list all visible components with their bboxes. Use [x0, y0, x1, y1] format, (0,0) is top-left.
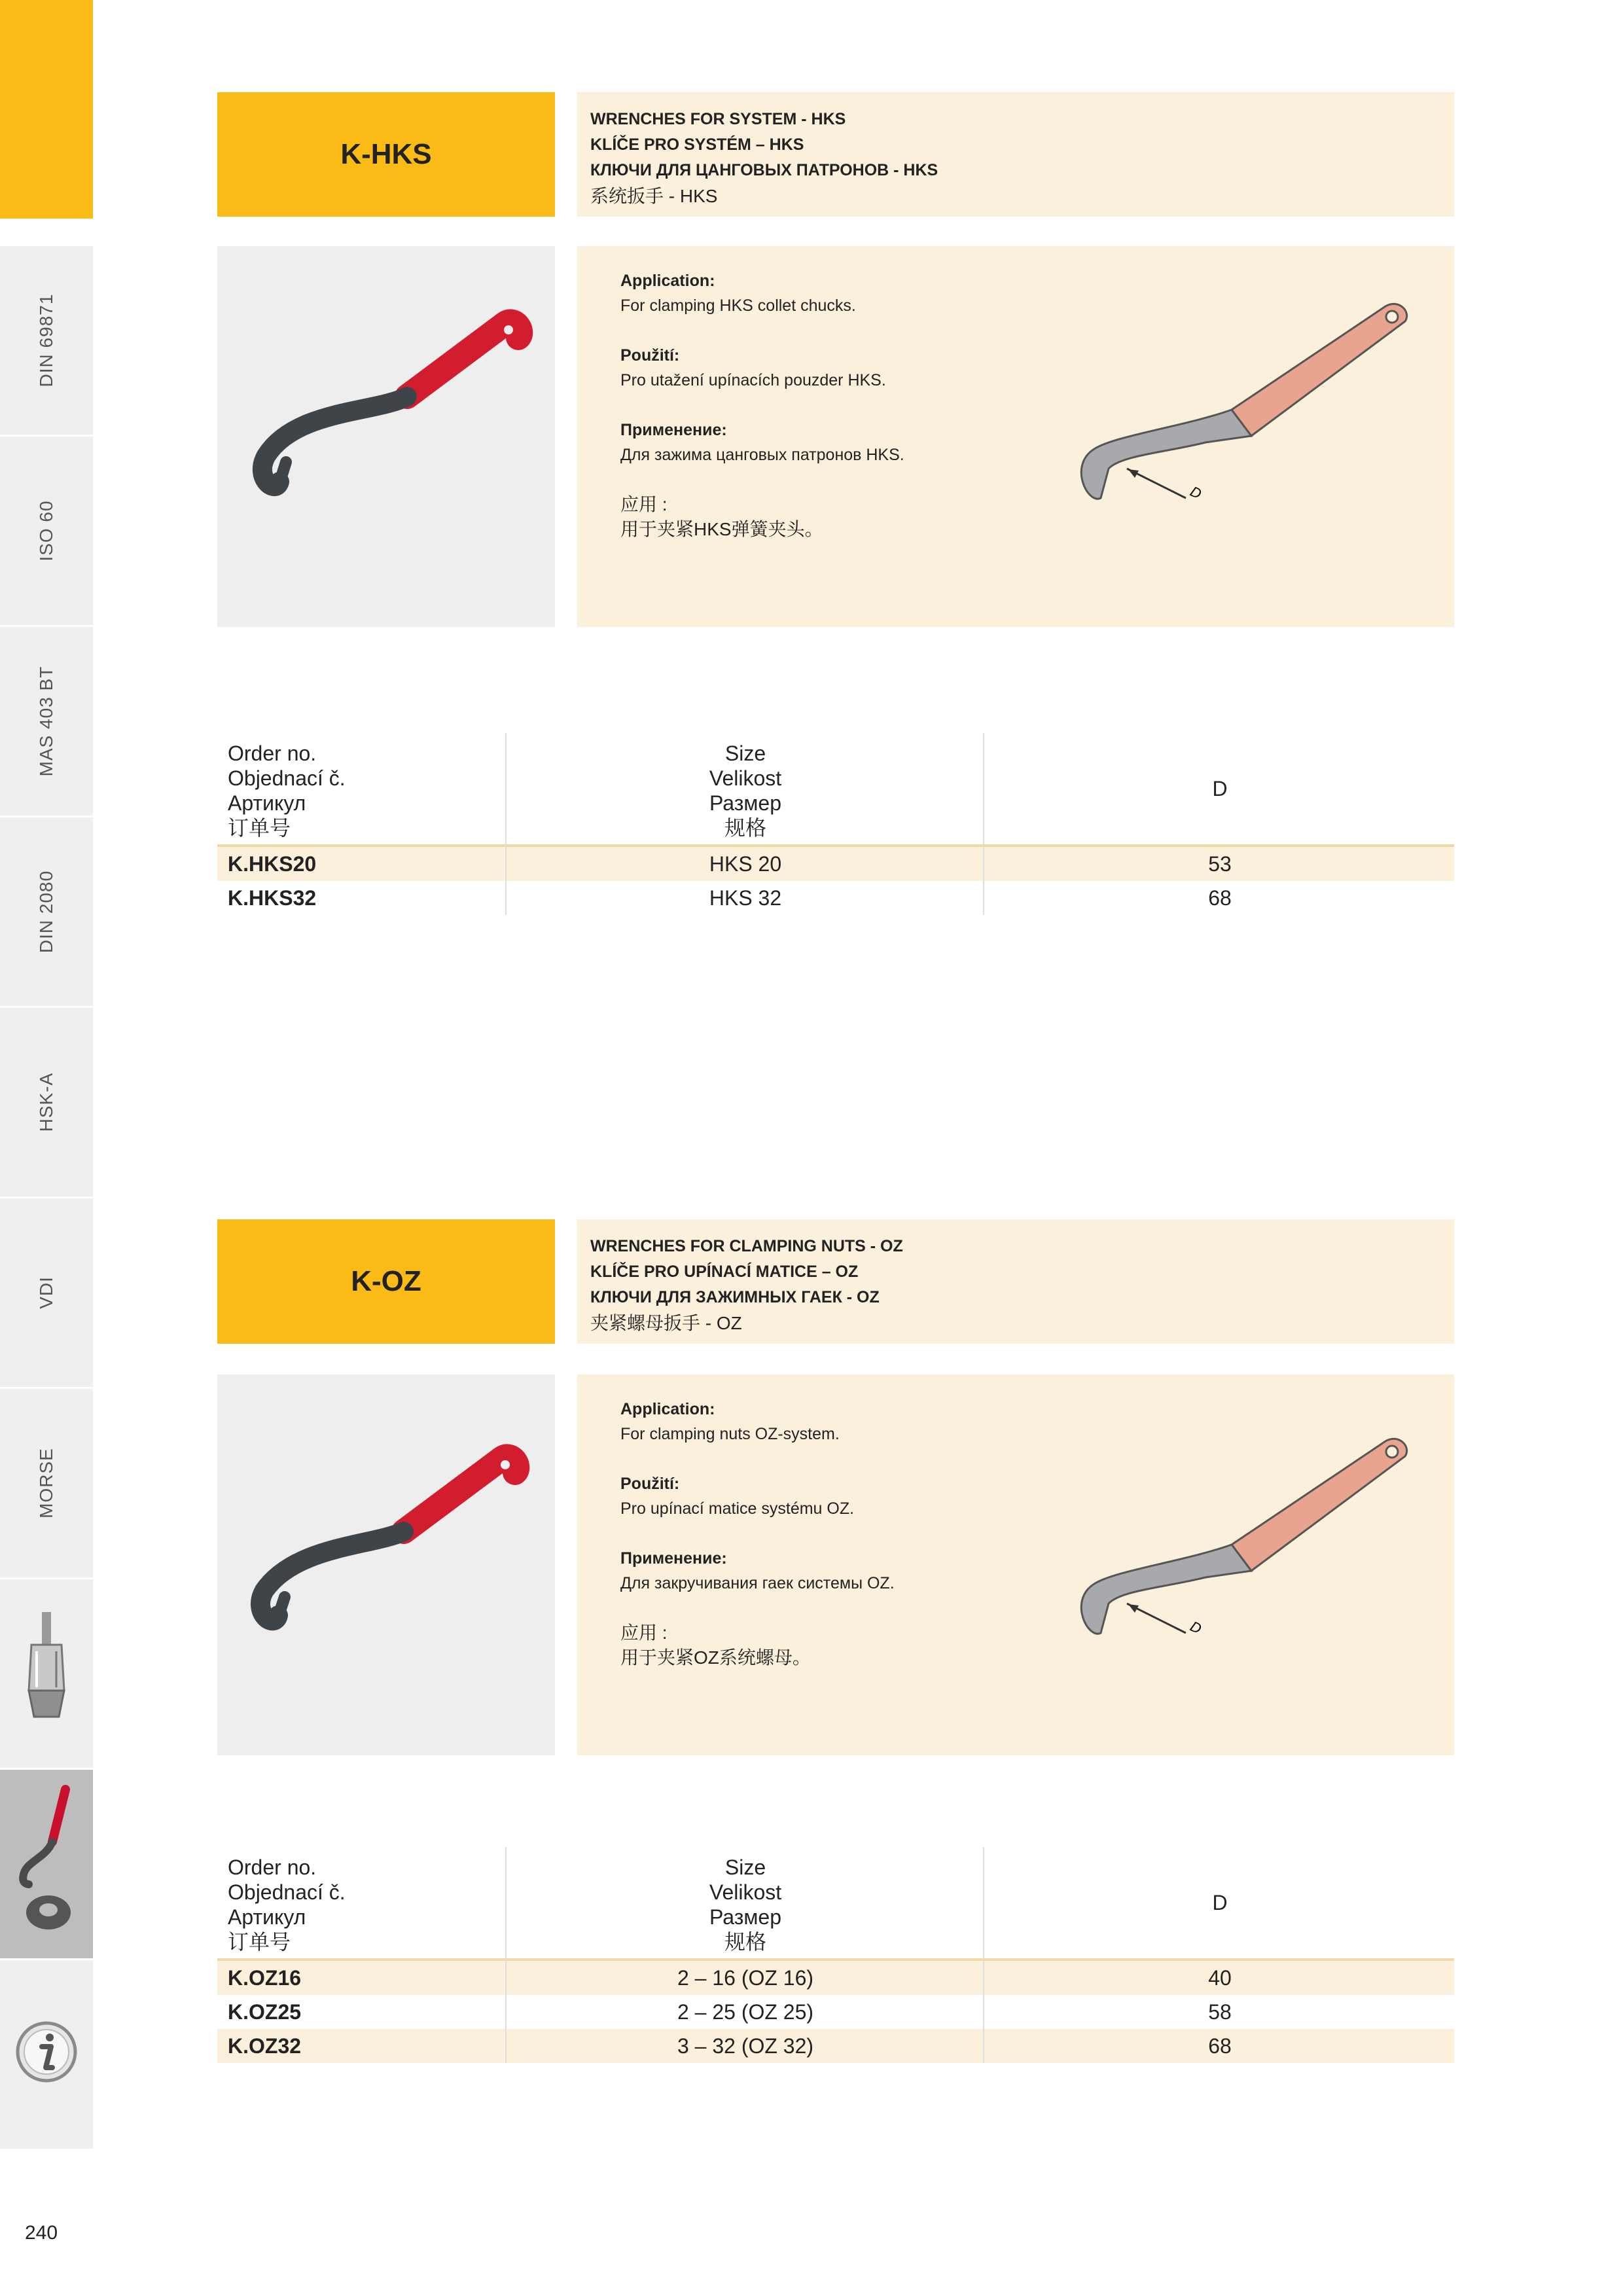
wrench-drawing: [577, 1374, 1454, 1755]
table-row: [217, 847, 1454, 881]
table-header: [217, 1847, 1454, 1961]
table-row: [217, 881, 1454, 915]
page-number: 240: [25, 2222, 58, 2244]
cell-size: HKS 32: [505, 881, 984, 915]
sidebar-tab-drill-chucks[interactable]: [0, 1579, 93, 1770]
application-text-ru: Для закручивания гаек системы OZ.: [620, 1574, 895, 1592]
title-en: WRENCHES FOR SYSTEM - HKS: [590, 110, 846, 128]
cell-d: 68: [983, 2029, 1455, 2063]
cell-size: 3 – 32 (OZ 32): [505, 2029, 984, 2063]
product-photo-hks-wrench: [217, 246, 555, 627]
sidebar-tab-vdi[interactable]: [0, 1198, 93, 1389]
application-heading-en: Application:: [620, 272, 715, 290]
drill-chuck-icon: [0, 1579, 93, 1768]
cell-order-no: K.OZ16: [228, 1965, 302, 1990]
sidebar-tab-info[interactable]: [0, 1960, 93, 2151]
application-text-en: For clamping nuts OZ-system.: [620, 1425, 840, 1443]
header-d: D: [983, 733, 1455, 844]
cell-order-no: K.HKS20: [228, 852, 317, 876]
section-titles: [577, 1219, 1454, 1344]
sidebar-tab-morse[interactable]: [0, 1389, 93, 1579]
sidebar-tab-wrenches[interactable]: [0, 1770, 93, 1960]
info-icon: [0, 1960, 93, 2149]
title-zh: 系统扳手 - HKS: [590, 186, 718, 206]
wrench-drawing: [577, 246, 1454, 627]
header-order-no: Order no. Objednací č. Артикул 订单号: [228, 742, 346, 840]
application-heading-zh: 应用 :: [620, 494, 668, 514]
application-heading-zh: 应用 :: [620, 1623, 668, 1643]
title-zh: 夹紧螺母扳手 - OZ: [590, 1313, 742, 1333]
sidebar-tab-mas-403-bt[interactable]: [0, 627, 93, 817]
order-table-oz: [217, 1847, 1454, 2063]
table-row: [217, 1961, 1454, 1995]
cell-order-no: K.HKS32: [228, 886, 317, 910]
header-d: D: [983, 1847, 1455, 1958]
cell-d: 68: [983, 881, 1455, 915]
wrench-and-nut-icon: [0, 1770, 93, 1958]
order-table-hks: [217, 733, 1454, 915]
cell-order-no: K.OZ32: [228, 2034, 302, 2058]
title-cz: KLÍČE PRO SYSTÉM – HKS: [590, 135, 804, 154]
sidebar-tab-label: MORSE: [36, 1448, 56, 1518]
table-row: [217, 1995, 1454, 2029]
title-en: WRENCHES FOR CLAMPING NUTS - OZ: [590, 1237, 903, 1255]
cell-size: 2 – 25 (OZ 25): [505, 1995, 984, 2029]
sidebar-tab-label: ISO 60: [36, 500, 56, 562]
title-ru: КЛЮЧИ ДЛЯ ЗАЖИМНЫХ ГАЕК - OZ: [590, 1288, 880, 1306]
table-header: [217, 733, 1454, 847]
drawing-label-d: D: [1187, 482, 1204, 503]
sidebar-tab-hsk-a[interactable]: [0, 1008, 93, 1198]
application-heading-cz: Použití:: [620, 346, 680, 365]
table-row: [217, 2029, 1454, 2063]
section-code-k-oz: K-OZ: [217, 1219, 555, 1344]
title-cz: KLÍČE PRO UPÍNACÍ MATICE – OZ: [590, 1263, 859, 1281]
application-panel: [577, 246, 1454, 627]
cell-d: 58: [983, 1995, 1455, 2029]
header-size: Size Velikost Размер 规格: [505, 733, 984, 852]
application-text-zh: 用于夹紧OZ系统螺母。: [620, 1647, 811, 1668]
section-code-k-hks: K-HKS: [217, 92, 555, 217]
cell-order-no: K.OZ25: [228, 2000, 302, 2024]
application-panel: [577, 1374, 1454, 1755]
application-heading-ru: Применение:: [620, 421, 727, 439]
sidebar-accent: [0, 0, 93, 219]
hook-wrench-icon: [217, 1374, 555, 1755]
sidebar-tab-label: HSK-A: [36, 1072, 56, 1132]
cell-d: 53: [983, 847, 1455, 881]
sidebar-tab-iso-60[interactable]: [0, 437, 93, 627]
cell-size: HKS 20: [505, 847, 984, 881]
drawing-label-d: D: [1187, 1617, 1204, 1638]
product-photo-oz-wrench: [217, 1374, 555, 1755]
section-titles: [577, 92, 1454, 217]
application-heading-en: Application:: [620, 1400, 715, 1418]
application-text-cz: Pro upínací matice systému OZ.: [620, 1499, 855, 1518]
sidebar-tab-label: MAS 403 BT: [36, 666, 56, 777]
application-text-cz: Pro utažení upínacích pouzder HKS.: [620, 371, 886, 389]
header-size: Size Velikost Размер 规格: [505, 1847, 984, 1966]
sidebar-tab-label: VDI: [36, 1276, 56, 1309]
header-order-no: Order no. Objednací č. Артикул 订单号: [228, 1856, 346, 1954]
cell-d: 40: [983, 1961, 1455, 1995]
sidebar-tab-label: DIN 69871: [36, 293, 56, 387]
application-heading-cz: Použití:: [620, 1475, 680, 1493]
hook-wrench-icon: [217, 246, 555, 627]
application-text-en: For clamping HKS collet chucks.: [620, 296, 856, 315]
application-text-zh: 用于夹紧HKS弹簧夹头。: [620, 519, 823, 539]
sidebar-tab-label: DIN 2080: [36, 870, 56, 954]
application-heading-ru: Применение:: [620, 1549, 727, 1568]
application-text-ru: Для зажима цанговых патронов HKS.: [620, 446, 904, 464]
title-ru: КЛЮЧИ ДЛЯ ЦАНГОВЫХ ПАТРОНОВ - HKS: [590, 161, 938, 179]
sidebar-tab-din-2080[interactable]: [0, 817, 93, 1008]
sidebar-tab-din-69871[interactable]: [0, 246, 93, 437]
cell-size: 2 – 16 (OZ 16): [505, 1961, 984, 1995]
